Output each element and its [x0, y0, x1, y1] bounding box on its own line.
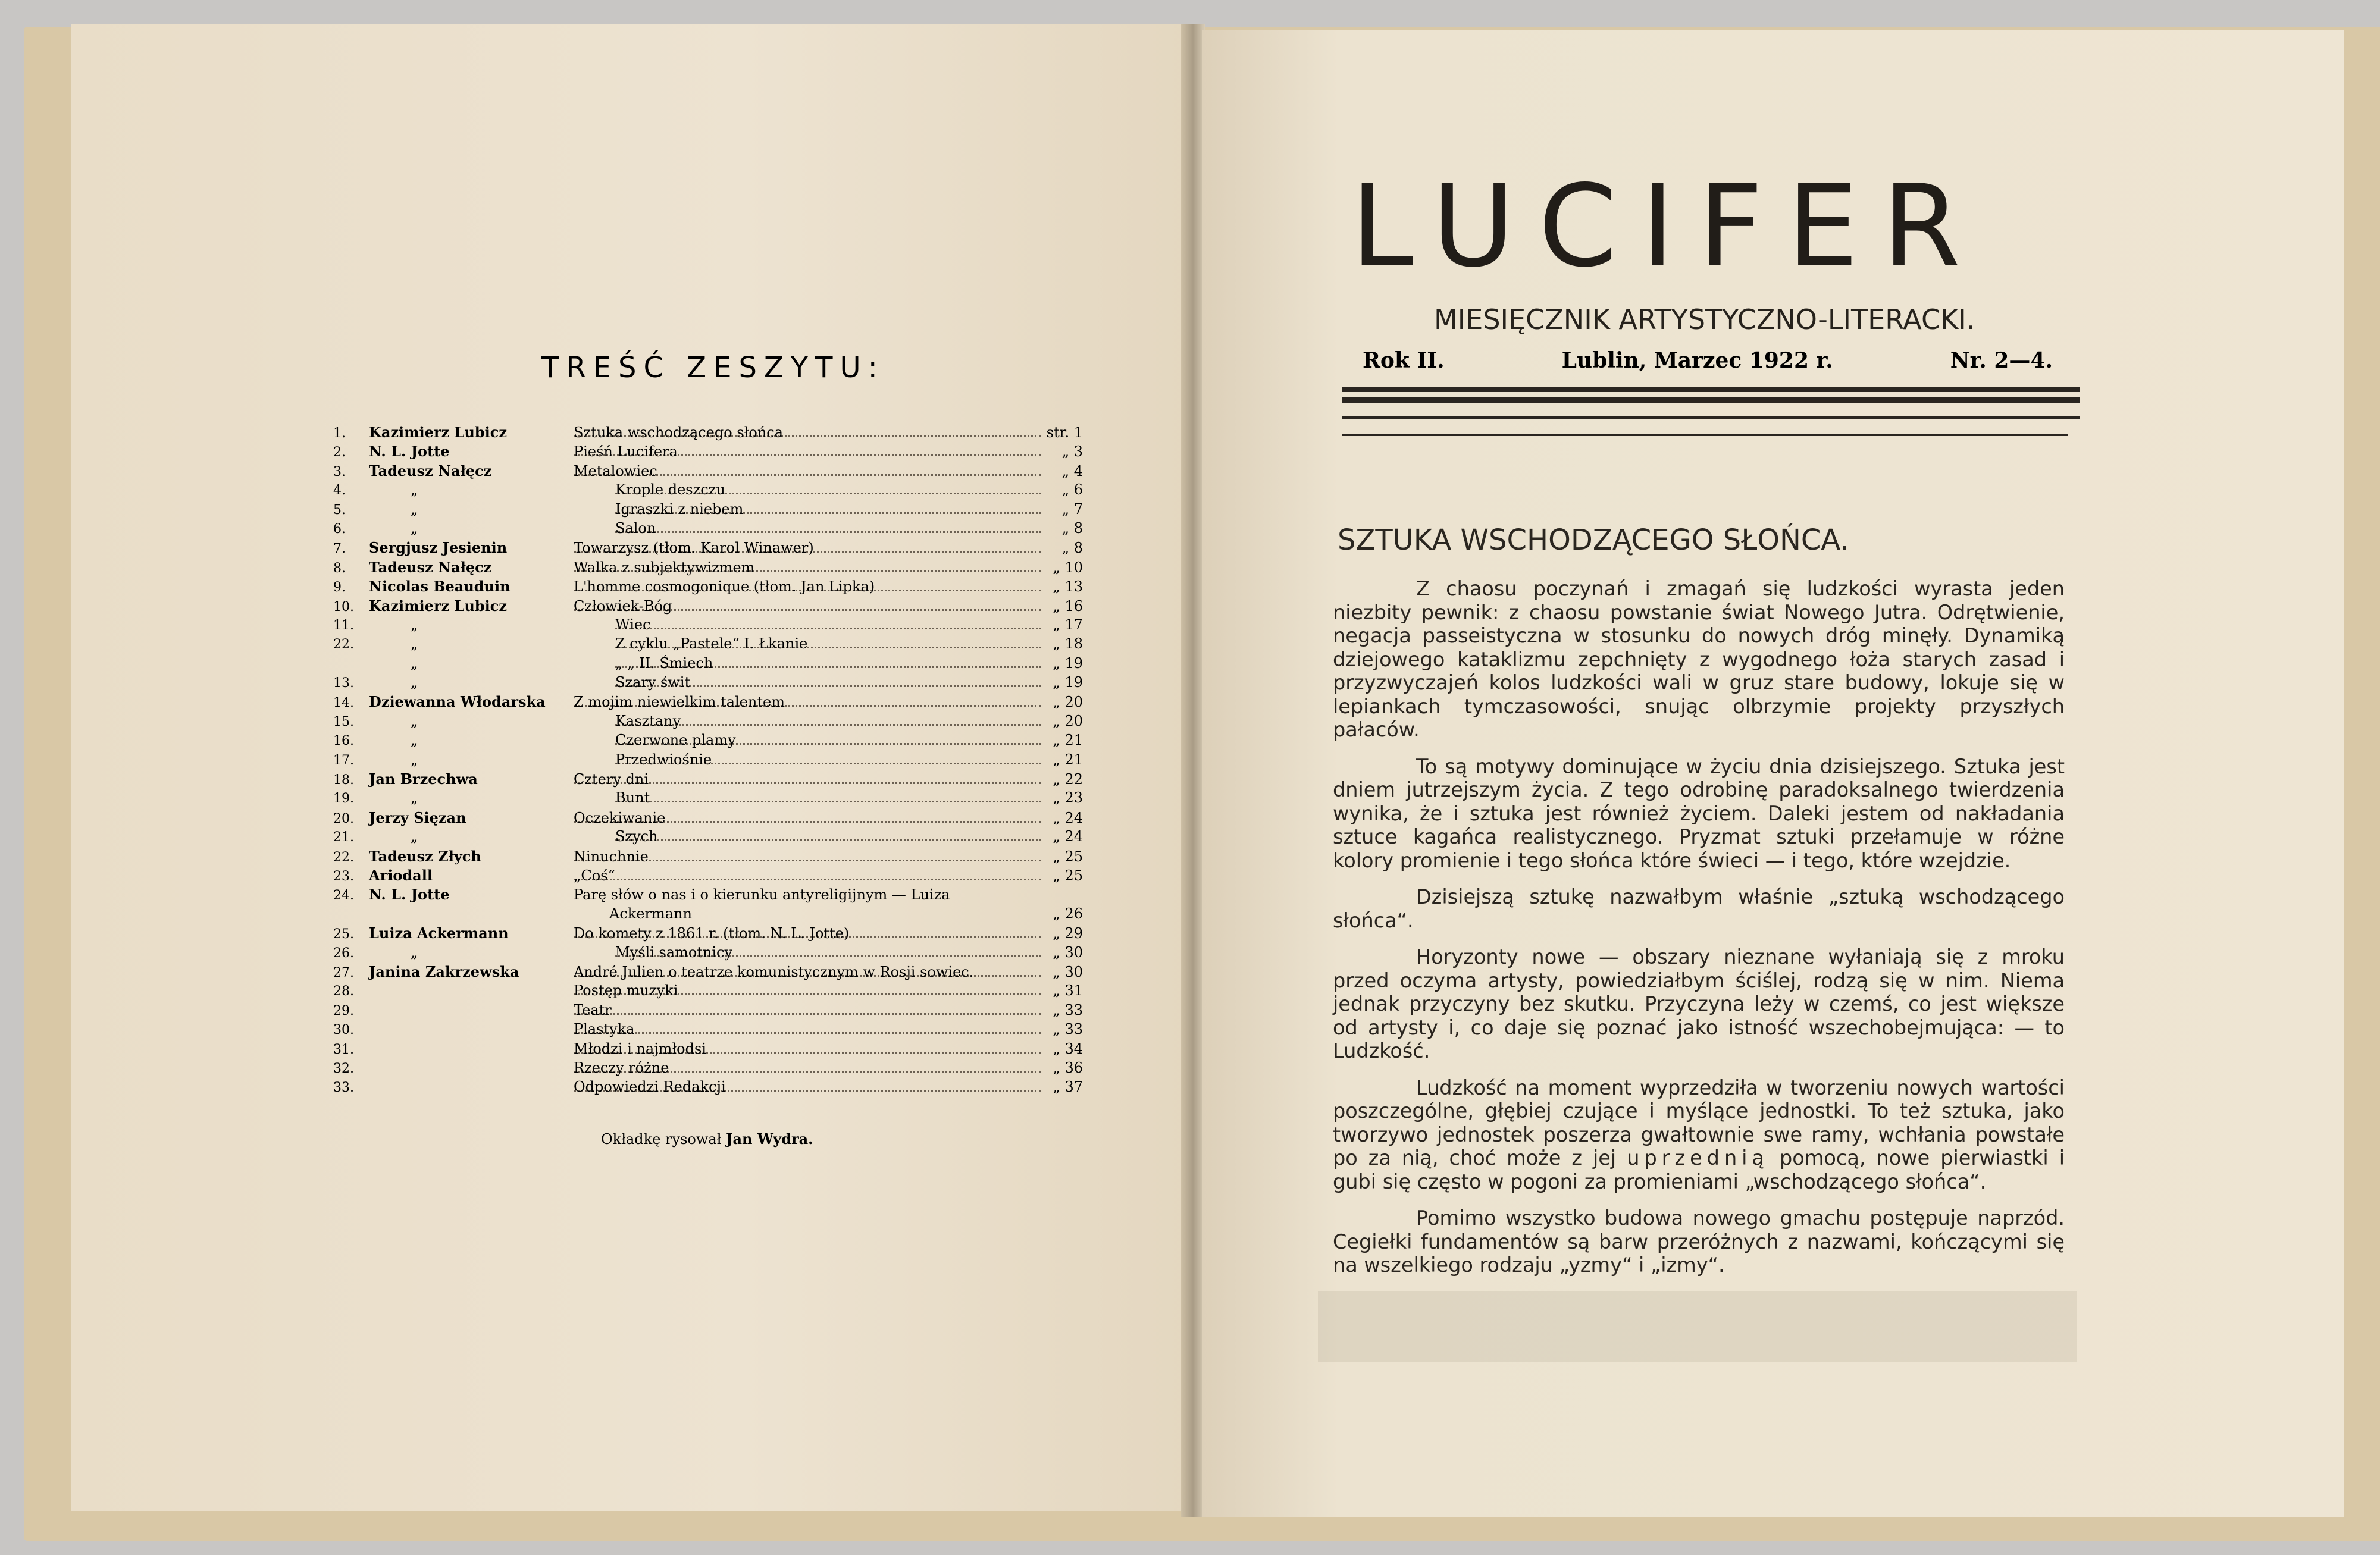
toc-entry-title [574, 848, 1041, 865]
magazine-title: LUCIFER [1351, 161, 1985, 292]
toc-entry-author: „ [411, 732, 418, 749]
issue-number: Nr. 2—4. [1950, 348, 2053, 373]
toc-entry-title-text: Szych [615, 828, 658, 845]
toc-entry-title-text: André Julien o teatrze komunistycznym w Rosji sowiec. [574, 963, 974, 980]
article-paragraph: Horyzonty nowe — obszary nieznane wyłaniają się z mroku przed oczyma artysty, powiedziałbym ściślej, rodzą się w nim. Niema jednak przyczyny bez skutku. Przyczyna leży w czemś, co jest większe od artysty i, co daje się poznać jako istność wszechobejmująca: — to Ludzkość. [1333, 945, 2065, 1062]
toc-entry-author: „ [411, 500, 418, 518]
toc-entry-title-text: Myśli samotnicy [615, 943, 733, 961]
toc-entry-title [615, 481, 1041, 498]
page-gutter [1181, 24, 1205, 1517]
article-text: pomocą, nowe pierwiastki i gubi się często w pogoni za promieniami „wschodzącego słońca“. [1333, 1146, 2065, 1193]
cover-credit-prefix: Okładkę rysował [601, 1131, 722, 1148]
toc-entry-author: „ [411, 712, 418, 729]
toc-entry-title-text: Szary świt [615, 674, 691, 691]
toc-entry-author: Nicolas Beauduin [369, 578, 511, 595]
toc-entry-title [615, 732, 1041, 748]
toc-entry-number: 25. [333, 927, 354, 942]
paper-shading [1318, 1291, 2077, 1362]
toc-entry-title-text: L'homme cosmogonique (tłom. Jan Lipka) [574, 578, 875, 595]
leader-dots [615, 839, 1041, 841]
toc-row [333, 693, 1083, 712]
toc-entry-page: „ 13 [1053, 578, 1083, 595]
toc-entry-title [574, 1059, 1041, 1076]
toc-entry-number: 6. [333, 521, 346, 537]
toc-entry-title [615, 789, 1041, 806]
toc-entry-page: „ 7 [1061, 500, 1083, 518]
toc-row [333, 905, 1083, 924]
toc-entry-number: 1. [333, 426, 346, 441]
toc-entry-number: 28. [333, 984, 354, 999]
toc-entry-title [574, 964, 1041, 980]
toc-row [333, 539, 1083, 558]
article-paragraph: To są motywy dominujące w życiu dnia dzisiejszego. Sztuka jest dniem jutrzejszym życia. Z tego odrobinę paradoksalnego twierdzenia wynika, że i sztuka jest również życiem. Daleki jestem od nakładania sztuce kagańca realistycznego. Pryzmat sztuki przełamuje w różne kolory promienie i tego słońca które świeci — i tego, które wzejdzie. [1333, 754, 2065, 872]
toc-entry-page: „ 19 [1053, 654, 1083, 672]
article-paragraph [1333, 1076, 2065, 1194]
toc-entry-title [574, 694, 1041, 710]
toc-entry-title-text: Teatr [574, 1001, 612, 1018]
toc-entry-page: „ 20 [1053, 712, 1083, 729]
article-title: SZTUKA WSCHODZĄCEGO SŁOŃCA. [1338, 523, 1849, 557]
toc-entry-title [574, 540, 1041, 556]
toc-entry-page: „ 34 [1053, 1040, 1083, 1057]
toc-entry-title [574, 771, 1041, 788]
toc-entry-page: „ 16 [1053, 597, 1083, 615]
toc-row [333, 520, 1083, 539]
issue-year: Rok II. [1363, 348, 1445, 373]
toc-entry-author: Luiza Ackermann [369, 924, 509, 942]
toc-row [333, 982, 1083, 1001]
toc-entry-title-text: Salon [615, 519, 656, 537]
toc-row [333, 732, 1083, 751]
toc-entry-page: „ 18 [1053, 635, 1083, 653]
toc-entry-number: 22. [333, 637, 354, 653]
toc-entry-number: 4. [333, 483, 346, 499]
toc-entry-number: 13. [333, 676, 354, 691]
toc-entry-number: 17. [333, 753, 354, 768]
leader-dots [574, 1013, 1041, 1015]
toc-row [333, 616, 1083, 635]
toc-entry-title [615, 635, 1041, 652]
toc-entry-number: 31. [333, 1042, 354, 1057]
toc-entry-author: „ [411, 828, 418, 845]
toc-entry-number: 32. [333, 1061, 354, 1076]
toc-entry-author: „ [411, 519, 418, 537]
toc-entry-author: „ [411, 481, 418, 499]
toc-entry-title-text: Krople deszczu [615, 481, 725, 499]
masthead-rule-thick-2 [1342, 397, 2080, 403]
toc-entry-number: 19. [333, 791, 354, 807]
article-paragraph: Dzisiejszą sztukę nazwałbym właśnie „sztuką wschodzącego słońca“. [1333, 885, 2065, 932]
toc-entry-page: „ 24 [1053, 828, 1083, 845]
toc-entry-title-text: Parę słów o nas i o kierunku antyreligijnym — Luiza [574, 886, 950, 904]
toc-entry-author: Janina Zakrzewska [369, 963, 519, 980]
toc-row [333, 886, 1083, 905]
toc-entry-number: 30. [333, 1023, 354, 1038]
toc-entry-title-text: Plastyka [574, 1021, 635, 1038]
toc-entry-page: „ 8 [1061, 540, 1083, 557]
toc-entry-title-text: Wiec [615, 616, 651, 633]
toc-entry-author: „ [411, 674, 418, 691]
toc-entry-number: 20. [333, 811, 354, 826]
toc-entry-page: „ 23 [1053, 789, 1083, 807]
issue-line [1363, 348, 2053, 373]
toc-entry-page: „ 20 [1053, 694, 1083, 711]
toc-entry-number: 22. [333, 849, 354, 865]
toc-entry-title-text: „ „ II. Śmiech [615, 654, 713, 672]
toc-row [333, 1021, 1083, 1040]
toc-entry-page: „ 17 [1053, 616, 1083, 633]
toc-entry-page: „ 33 [1053, 1021, 1083, 1038]
toc-entry-page: „ 30 [1053, 943, 1083, 961]
toc-entry-number: 24. [333, 888, 354, 904]
toc-entry-number: 26. [333, 945, 354, 961]
toc-row [333, 635, 1083, 654]
article-paragraph: Z chaosu poczynań i zmagań się ludzkości wyrasta jeden niezbity pewnik: z chaosu powstanie świat Nowego Jutra. Odrętwienie, negacja passeistyczna w stosunku do nowych dróg minęły. Dynamiką dziejowego kataklizmu zepchnięty z wygodnego łoża starych zasad i przyzwyczajeń kolos ludzkości wali w gruz stare budowy, lokuje się w lepiankach tymczasowości, snując olbrzymie projekty przyszłych pałaców. [1333, 577, 2065, 741]
toc-entry-title-text: Postęp muzyki [574, 982, 678, 999]
toc-entry-author: Kazimierz Lubicz [369, 424, 508, 441]
toc-entry-page: „ 6 [1061, 481, 1083, 499]
toc-entry-page: „ 36 [1053, 1059, 1083, 1076]
toc-entry-page: „ 21 [1053, 732, 1083, 749]
toc-list [333, 424, 1083, 1098]
toc-entry-title-text: Metalowiec [574, 462, 657, 479]
toc-entry-title [615, 655, 1041, 672]
toc-entry-number: 11. [333, 617, 354, 633]
toc-row [333, 867, 1083, 886]
toc-entry-number: 18. [333, 773, 354, 788]
toc-entry-author: Dziewanna Włodarska [369, 693, 546, 711]
toc-entry-title [574, 810, 1041, 826]
toc-row [333, 597, 1083, 616]
masthead-rule-hairline [1342, 434, 2068, 436]
toc-entry-page: str. 1 [1046, 424, 1083, 441]
toc-entry-author: Sergjusz Jesienin [369, 539, 508, 557]
toc-row [333, 655, 1083, 674]
toc-entry-author: Tadeusz Nałęcz [369, 462, 492, 479]
toc-entry-number: 7. [333, 541, 346, 557]
toc-row [333, 713, 1083, 732]
toc-entry-page: „ 22 [1053, 771, 1083, 788]
toc-row [333, 944, 1083, 963]
toc-row [333, 963, 1083, 982]
toc-entry-title-text: „Coś“ [574, 867, 615, 884]
toc-entry-title [574, 1079, 1041, 1095]
toc-row [333, 828, 1083, 847]
toc-entry-number: 2. [333, 445, 346, 460]
toc-entry-author: Ariodall [369, 866, 433, 884]
toc-entry-title-text: Rzeczy różne [574, 1059, 669, 1076]
toc-entry-title-text: Walka z subjektywizmem [574, 559, 755, 576]
toc-entry-title-text: Człowiek-Bóg [574, 597, 672, 615]
toc-row [333, 924, 1083, 943]
toc-entry-author: „ [411, 943, 418, 961]
toc-heading: TREŚĆ ZESZYTU: [541, 351, 885, 384]
toc-entry-page: „ 8 [1061, 519, 1083, 537]
toc-entry-title [574, 443, 1041, 460]
toc-entry-title [574, 1021, 1041, 1037]
toc-row [333, 424, 1083, 443]
toc-entry-author: Jerzy Sięzan [369, 808, 466, 826]
toc-entry-title [615, 944, 1041, 961]
toc-entry-title-text: Z mojim niewielkim talentem [574, 694, 785, 711]
toc-entry-number: 14. [333, 695, 354, 711]
toc-entry-title-text: Towarzysz (tłom. Karol Winawer) [574, 540, 814, 557]
masthead-rule-thick [1342, 387, 2080, 392]
toc-entry-title [574, 905, 1041, 922]
toc-row [333, 443, 1083, 462]
toc-row [333, 481, 1083, 500]
leader-dots [615, 531, 1041, 533]
toc-entry-author: N. L. Jotte [369, 886, 450, 904]
toc-entry-title [574, 982, 1041, 999]
toc-entry-author: Jan Brzechwa [369, 770, 478, 788]
toc-entry-page: „ 25 [1053, 867, 1083, 884]
toc-entry-page: „ 24 [1053, 809, 1083, 826]
toc-entry-number: 16. [333, 733, 354, 749]
toc-entry-title-text: Pieśń Lucifera [574, 443, 678, 460]
toc-entry-author: Kazimierz Lubicz [369, 597, 508, 615]
toc-entry-author: „ [411, 616, 418, 633]
toc-row [333, 1002, 1083, 1021]
article-text: Ludzkość na moment wyprzedziła w tworzeniu nowych wartości poszczególne, głębiej czujące i myślące jednostki. To też sztuka, jako tworzywo jednostek poszerza gwałtownie swe ramy, wchłania powstałe po za nią, choć może z jej [1333, 1076, 2065, 1170]
toc-entry-title [574, 867, 1041, 884]
toc-entry-title-text: Do komety z 1861 r. (tłom. N. L. Jotte) [574, 925, 850, 942]
masthead-rule-thin [1342, 416, 2080, 419]
toc-entry-author: „ [411, 789, 418, 807]
toc-entry-page: „ 21 [1053, 751, 1083, 768]
leader-dots [574, 879, 1041, 880]
article-emphasis: uprzednią [1627, 1146, 1770, 1170]
toc-row [333, 559, 1083, 578]
toc-entry-page: „ 37 [1053, 1079, 1083, 1096]
toc-entry-title-text: Odpowiedzi Redakcji [574, 1079, 726, 1096]
toc-entry-title [615, 616, 1041, 633]
toc-entry-title [574, 578, 1041, 595]
toc-entry-title-text: Sztuka wschodzącego słońca [574, 424, 784, 441]
toc-entry-title [615, 501, 1041, 518]
toc-entry-title [574, 886, 1041, 903]
leader-dots [615, 628, 1041, 629]
toc-entry-title-text: Młodzi i najmłodsi [574, 1040, 706, 1057]
toc-entry-number: 27. [333, 965, 354, 980]
toc-row [333, 1059, 1083, 1079]
toc-entry-title-text: Igraszki z niebem [615, 500, 744, 518]
toc-entry-page: „ 31 [1053, 982, 1083, 999]
toc-entry-author: „ [411, 635, 418, 653]
toc-entry-title-text: Cztery dni [574, 771, 649, 788]
toc-entry-author: „ [411, 654, 418, 672]
toc-entry-number: 10. [333, 599, 354, 615]
toc-entry-page: „ 19 [1053, 674, 1083, 691]
toc-entry-title-text: Ninuchnie [574, 848, 649, 865]
toc-entry-page: „ 33 [1053, 1001, 1083, 1018]
toc-entry-page: „ 26 [1053, 905, 1083, 922]
toc-entry-number: 33. [333, 1080, 354, 1096]
toc-row [333, 674, 1083, 693]
toc-entry-title-text: Ackermann [609, 905, 692, 922]
toc-row [333, 789, 1083, 808]
toc-entry-title [574, 559, 1041, 576]
toc-row [333, 1079, 1083, 1098]
toc-row [333, 848, 1083, 867]
toc-entry-title [615, 828, 1041, 845]
toc-row [333, 751, 1083, 770]
toc-entry-title [574, 463, 1041, 479]
toc-entry-number: 15. [333, 714, 354, 729]
toc-entry-page: „ 10 [1053, 559, 1083, 576]
toc-entry-title-text: Bunt [615, 789, 650, 807]
article-paragraph: Pomimo wszystko budowa nowego gmachu postępuje naprzód. Cegiełki fundamentów są barw przeróżnych z nazwami, kończącymi się na wszelkiego rodzaju „yzmy“ i „izmy“. [1333, 1206, 2065, 1277]
toc-entry-number: 5. [333, 502, 346, 518]
toc-entry-number: 23. [333, 869, 354, 884]
toc-entry-number: 21. [333, 830, 354, 845]
toc-entry-number: 29. [333, 1003, 354, 1018]
toc-entry-title [574, 1002, 1041, 1018]
toc-entry-title [615, 674, 1041, 691]
toc-entry-title [574, 598, 1041, 615]
toc-entry-page: „ 25 [1053, 848, 1083, 865]
toc-entry-title-text: Oczekiwanie [574, 809, 666, 826]
leader-dots [574, 1032, 1041, 1034]
toc-entry-author: „ [411, 751, 418, 768]
toc-entry-author: Tadeusz Złych [369, 847, 481, 865]
toc-entry-title-text: Z cyklu „Pastele“ I. Łkanie [615, 635, 808, 653]
toc-entry-title [615, 713, 1041, 729]
issue-place-date: Lublin, Marzec 1922 r. [1561, 348, 1833, 373]
toc-row [333, 809, 1083, 828]
toc-row [333, 770, 1083, 789]
toc-entry-title [574, 1040, 1041, 1057]
toc-entry-title [574, 424, 1041, 441]
toc-entry-title-text: Kasztany [615, 712, 681, 729]
cover-credit-name: Jan Wydra. [726, 1130, 813, 1148]
toc-entry-page: „ 4 [1061, 462, 1083, 479]
toc-entry-title [615, 751, 1041, 768]
toc-entry-page: „ 3 [1061, 443, 1083, 460]
toc-row [333, 501, 1083, 520]
toc-entry-title [615, 520, 1041, 537]
leader-dots [615, 801, 1041, 802]
toc-row [333, 462, 1083, 481]
toc-entry-page: „ 30 [1053, 963, 1083, 980]
toc-entry-title-text: Czerwone plamy [615, 732, 736, 749]
toc-row [333, 578, 1083, 597]
toc-entry-title [574, 925, 1041, 942]
toc-entry-title-text: Przedwiośnie [615, 751, 712, 768]
magazine-subtitle: MIESIĘCZNIK ARTYSTYCZNO-LITERACKI. [1434, 303, 1975, 336]
toc-entry-page: „ 29 [1053, 925, 1083, 942]
toc-entry-number: 3. [333, 464, 346, 479]
article-body [1333, 577, 2065, 1290]
toc-row [333, 1040, 1083, 1059]
toc-entry-author: Tadeusz Nałęcz [369, 558, 492, 576]
toc-entry-number: 9. [333, 580, 346, 595]
toc-entry-number: 8. [333, 560, 346, 576]
toc-entry-author: N. L. Jotte [369, 443, 450, 460]
cover-credit [601, 1130, 813, 1148]
